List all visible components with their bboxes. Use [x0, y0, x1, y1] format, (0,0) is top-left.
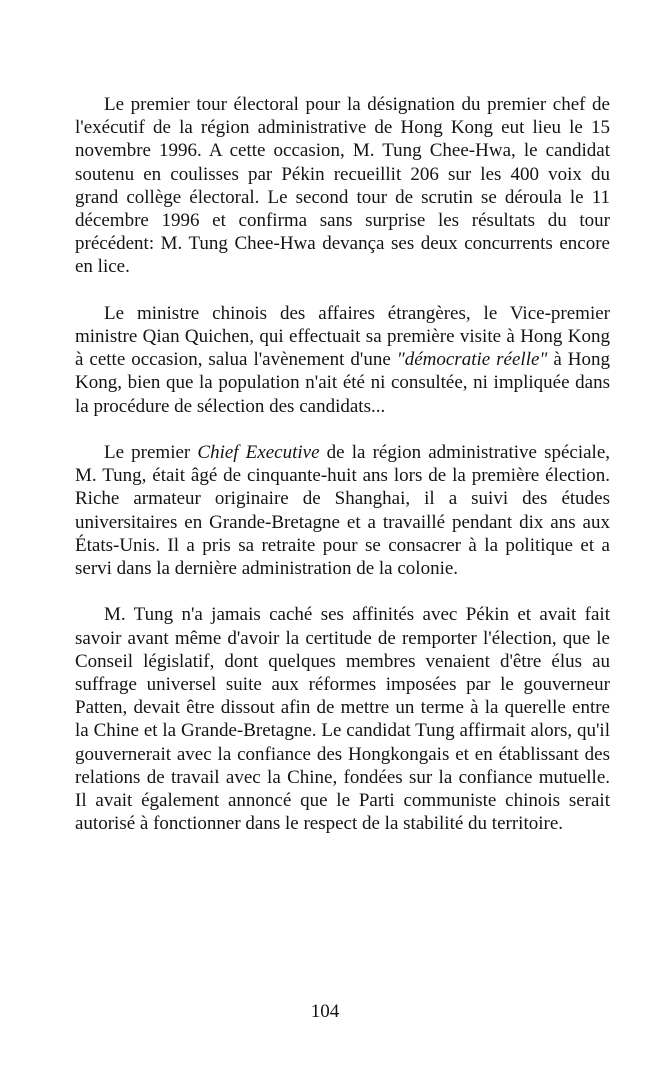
paragraph-4 — [75, 603, 610, 835]
paragraph-3-text-before: Le premier — [104, 442, 198, 464]
paragraph-2-text-after: à Hong Kong, bien que la population n'ait été ni consultée, ni impliquée dans la procédure de sélection des candidats... — [75, 349, 610, 417]
paragraph-2 — [75, 302, 610, 418]
paragraph-3 — [75, 441, 610, 580]
paragraph-1-text: Le premier tour électoral pour la désignation du premier chef de l'exécutif de la région administrative de Hong Kong eut lieu le 15 novembre 1996. A cette occasion, M. Tung Chee-Hwa, le candidat soutenu en coulisses par Pékin recueillit 206 sur les 400 voix du grand collège électoral. Le second tour de scrutin se déroula le 11 décembre 1996 et confirma sans surprise les résultats du tour précédent: M. Tung Chee-Hwa devança ses deux concurrents encore en lice. — [75, 94, 610, 278]
page-number: 104 — [310, 1001, 340, 1022]
body-text — [75, 93, 610, 859]
paragraph-2-text-before: Le ministre chinois des affaires étrangères, le Vice-premier ministre Qian Quichen, qui effectuait sa première visite à Hong Kong à cette occasion, salua l'avènement d'une — [75, 302, 610, 371]
paragraph-2-emphasis: "démocratie réelle" — [396, 349, 548, 371]
paragraph-3-emphasis: Chief Executive — [197, 442, 320, 464]
paragraph-4-text: M. Tung n'a jamais caché ses affinités avec Pékin et avait fait savoir avant même d'avoir la certitude de remporter l'élection, que le Conseil législatif, dont quelques membres venaient d'être élus au suffrage universel suite aux réformes imposées par le gouverneur Patten, devait être dissout afin de mettre un terme à la querelle entre la Chine et la Grande-Bretagne. Le candidat Tung affirmait alors, qu'il gouvernerait avec la confiance des Hongkongais et en établissant des relations de travail avec la Chine, fondées sur la confiance mutuelle. Il avait également annoncé que le Parti communiste chinois serait autorisé à fonctionner dans le respect de la stabilité du territoire. — [75, 604, 610, 835]
paragraph-3-text-after: de la région administrative spéciale, M. Tung, était âgé de cinquante-huit ans lors de la première élection. Riche armateur originaire de Shanghai, il a suivi des études universitaires en Grande-Bretagne et a travaillé pendant dix ans aux États-Unis. Il a pris sa retraite pour se consacrer à la politique et a servi dans la dernière administration de la colonie. — [75, 442, 611, 580]
paragraph-1 — [75, 93, 610, 279]
